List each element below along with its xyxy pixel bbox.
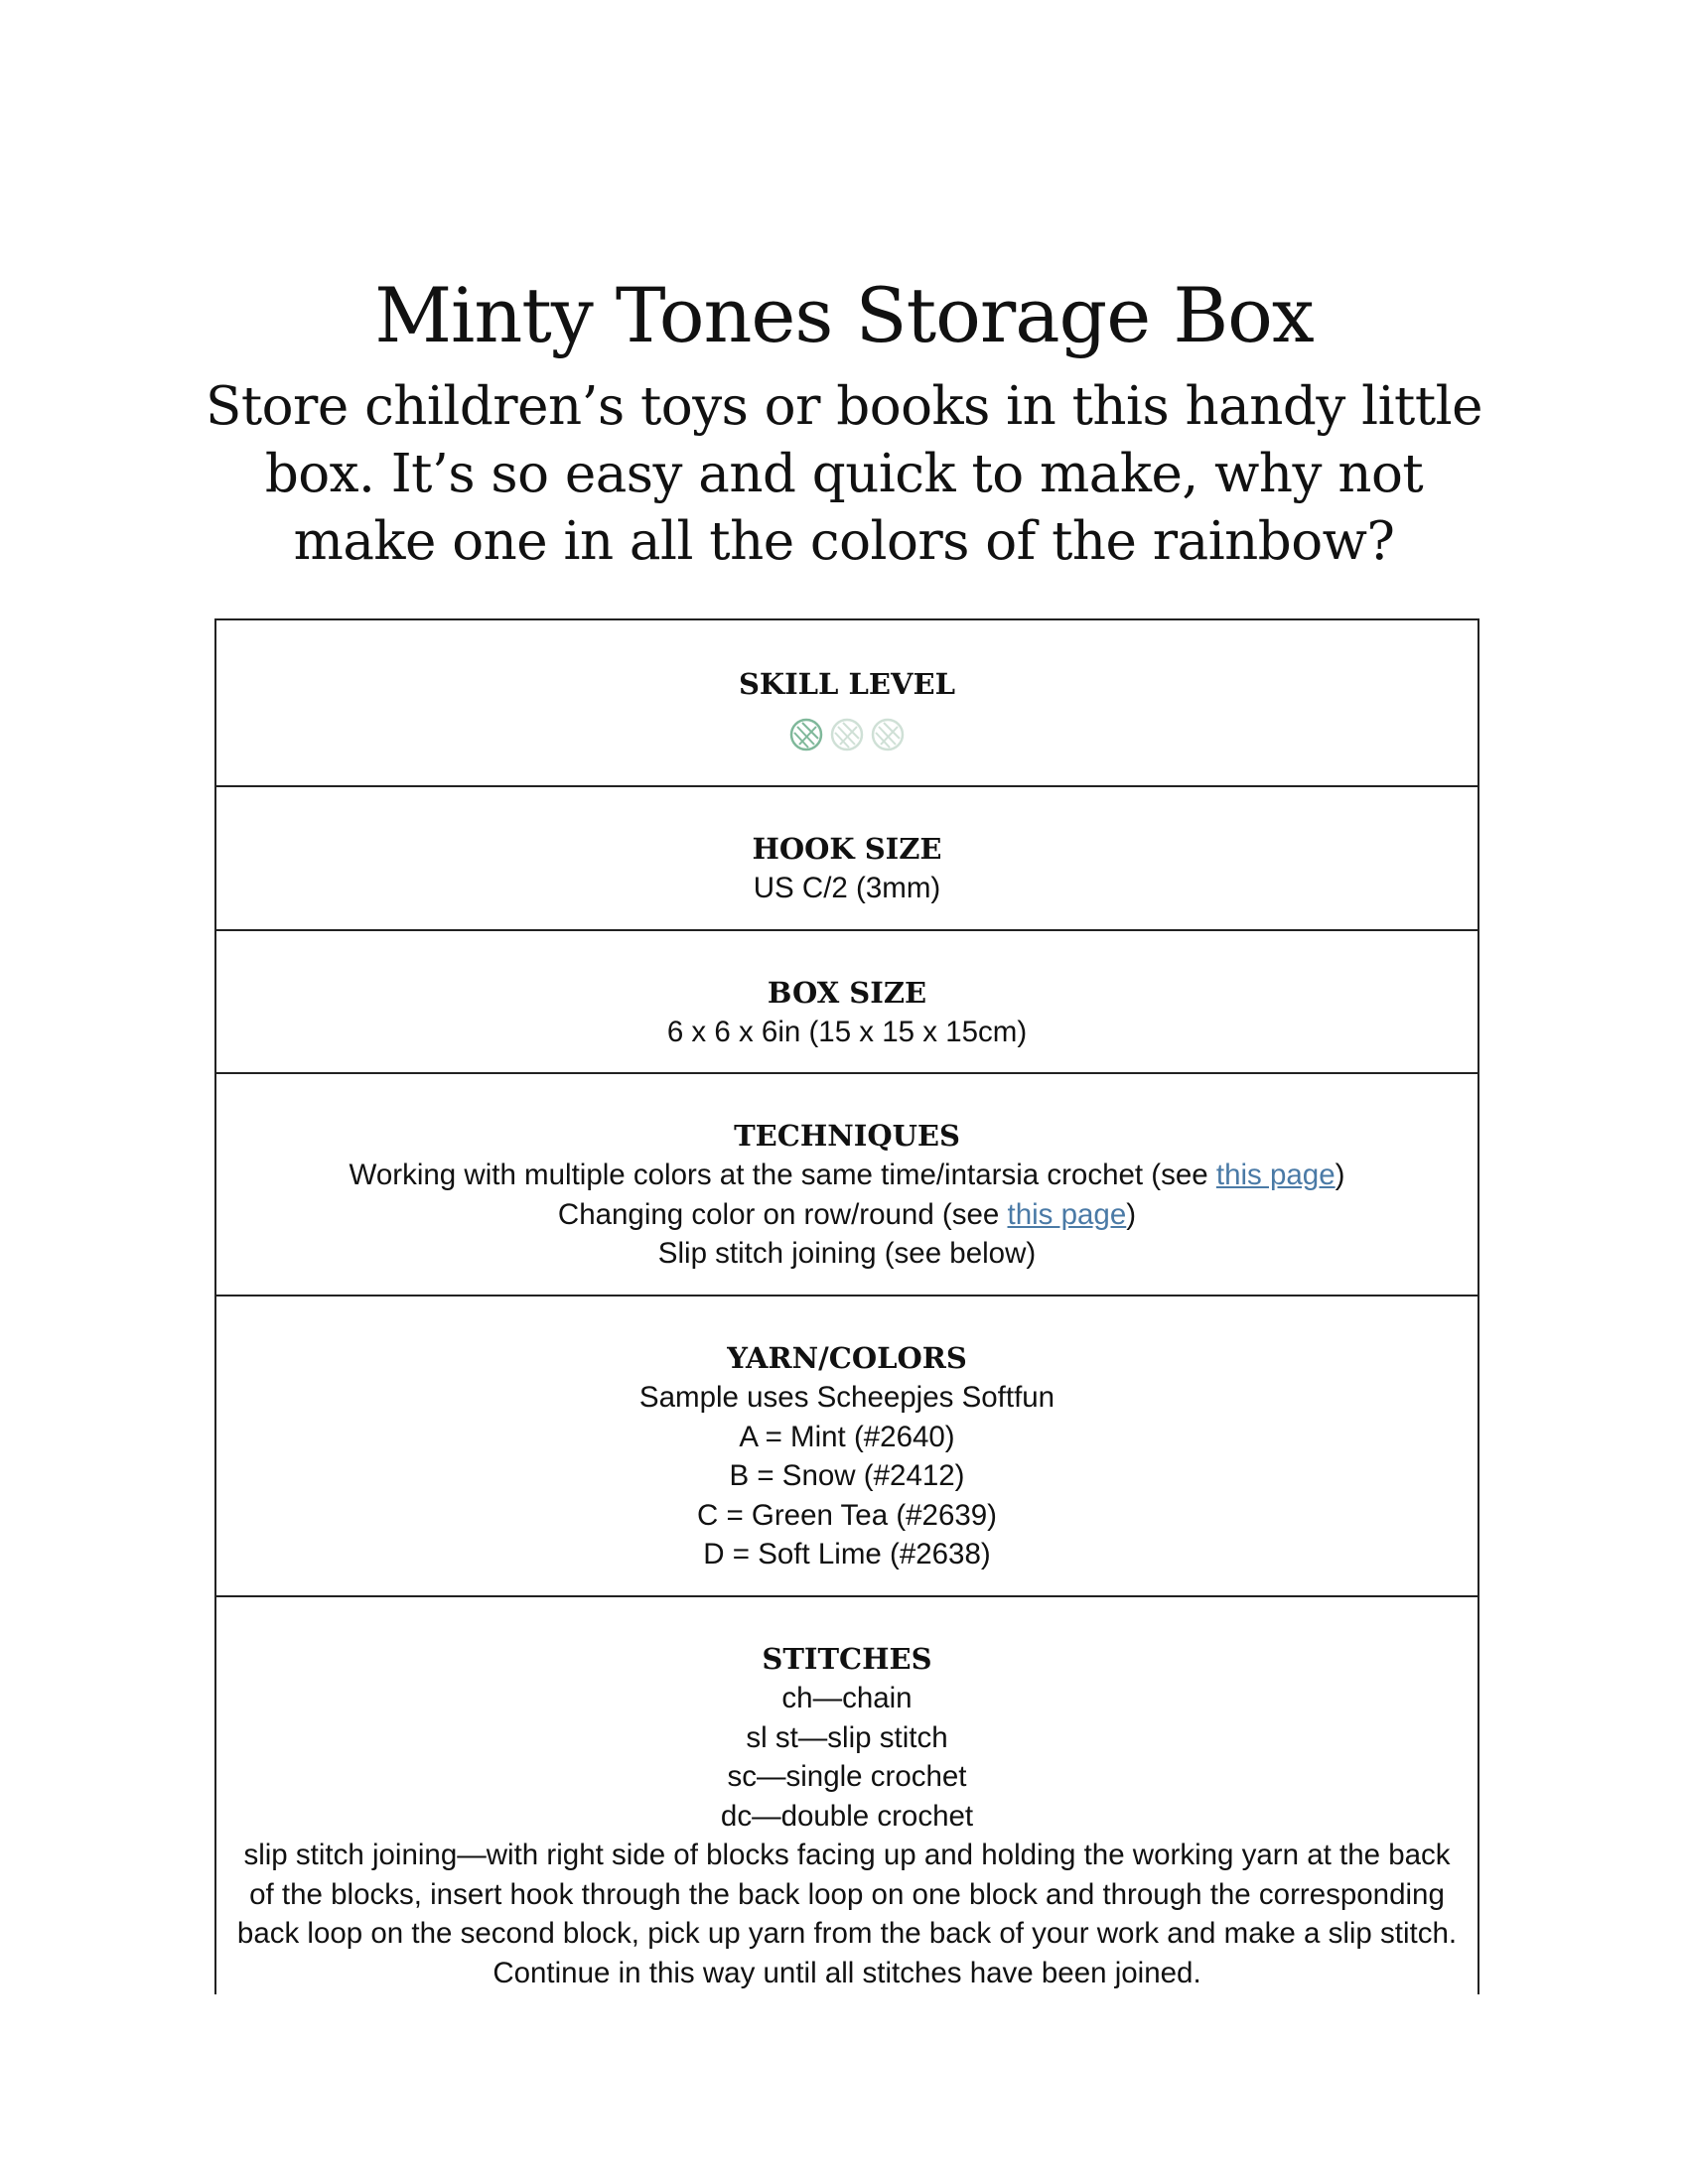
yarn-ball-icon [830,718,864,751]
yarn-line: C = Green Tea (#2639) [696,1498,997,1532]
skill-level-section [216,620,1477,787]
technique-item: Slip stitch joining (see below) [657,1237,1037,1270]
box-size-section [216,931,1477,1074]
hook-size-section [216,787,1477,931]
stitch-abbreviation: dc—double crochet [720,1799,974,1833]
yarn-colors-heading: YARN/COLORS [727,1341,967,1375]
stitches-heading: STITCHES [762,1642,932,1676]
description-line: of the blocks, insert hook through the back loop on one block and through the corresponding [249,1877,1445,1911]
stitch-abbreviation: sc—single crochet [727,1760,967,1793]
box-size-heading: BOX SIZE [767,976,927,1010]
yarn-colors-section [216,1297,1477,1597]
hook-size-value: US C/2 (3mm) [753,872,941,904]
techniques-section [216,1074,1477,1297]
this-page-link[interactable]: this page [1215,1159,1336,1191]
techniques-heading: TECHNIQUES [734,1119,960,1153]
yarn-ball-icon [789,718,823,751]
hook-size-heading: HOOK SIZE [752,832,942,866]
stitch-abbreviation: ch—chain [781,1682,913,1714]
yarn-line: B = Snow (#2412) [729,1459,965,1492]
page-subtitle: Store children’s toys or books in this handy little box. It’s so easy and quick to make, why not make one in all the colors of the rainbow? [206,376,1482,572]
slip-stitch-joining-description [216,1836,1477,1992]
yarn-line: D = Soft Lime (#2638) [703,1538,991,1570]
page-title: Minty Tones Storage Box [374,271,1314,359]
pattern-info-table [214,618,1479,1994]
technique-text: ) [1126,1197,1137,1231]
technique-item [216,1156,1477,1195]
description-line: back loop on the second block, pick up yarn from the back of your work and make a slip stitch. [236,1917,1458,1950]
skill-level-heading: SKILL LEVEL [738,667,956,701]
description-line: slip stitch joining—with right side of blocks facing up and holding the working yarn at the back [243,1839,1451,1871]
stitch-abbreviation: sl st—slip stitch [746,1720,948,1754]
skill-level-rating [216,718,1477,751]
description-line: Continue in this way until all stitches have been joined. [492,1956,1201,1989]
yarn-line: Sample uses Scheepjes Softfun [638,1381,1055,1414]
yarn-ball-icon [871,718,905,751]
this-page-link[interactable]: this page [1007,1197,1127,1231]
technique-text: ) [1335,1159,1345,1191]
technique-item [216,1195,1477,1235]
yarn-line: A = Mint (#2640) [739,1420,955,1453]
technique-text: Working with multiple colors at the same time/intarsia crochet (see [349,1159,1216,1191]
box-size-value: 6 x 6 x 6in (15 x 15 x 15cm) [666,1016,1028,1048]
technique-text: Changing color on row/round (see [557,1197,1008,1231]
stitches-section [216,1597,1477,1994]
